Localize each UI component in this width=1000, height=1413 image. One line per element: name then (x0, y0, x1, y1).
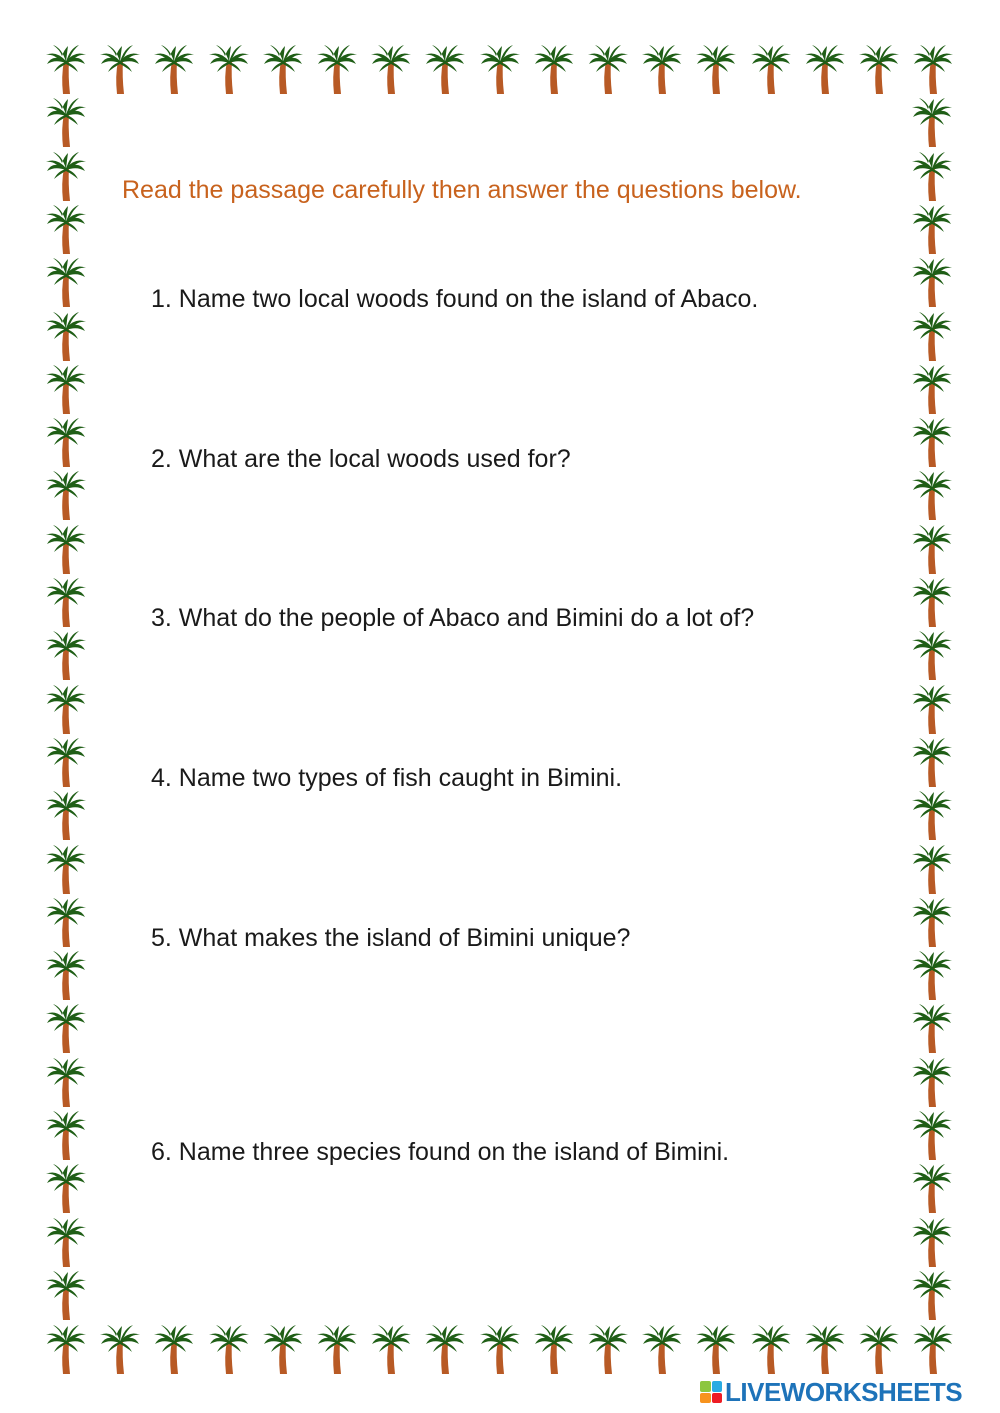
palm-tree-icon (910, 149, 954, 203)
palm-tree-icon (694, 1322, 738, 1376)
palm-tree-icon (44, 95, 88, 149)
palm-tree-icon (803, 1322, 847, 1376)
palm-tree-icon (910, 1055, 954, 1109)
palm-tree-icon (44, 415, 88, 469)
palm-tree-icon (369, 1322, 413, 1376)
palm-tree-icon (44, 682, 88, 736)
question-6: 6. Name three species found on the island of Bimini. (151, 1138, 730, 1166)
palm-tree-icon (803, 42, 847, 96)
palm-tree-icon (910, 948, 954, 1002)
palm-tree-icon (586, 42, 630, 96)
palm-tree-icon (857, 42, 901, 96)
palm-tree-icon (910, 255, 954, 309)
palm-tree-icon (152, 42, 196, 96)
palm-tree-icon (423, 42, 467, 96)
palm-tree-icon (910, 522, 954, 576)
palm-tree-icon (98, 1322, 142, 1376)
palm-tree-icon (911, 42, 955, 96)
liveworksheets-logo (700, 1376, 962, 1408)
palm-tree-icon (857, 1322, 901, 1376)
palm-tree-icon (152, 1322, 196, 1376)
question-1: 1. Name two local woods found on the island of Abaco. (151, 285, 759, 313)
palm-tree-icon (910, 1161, 954, 1215)
palm-tree-icon (478, 42, 522, 96)
palm-tree-icon (586, 1322, 630, 1376)
badge-square (712, 1393, 723, 1404)
badge-square (700, 1381, 711, 1392)
palm-tree-icon (44, 948, 88, 1002)
palm-tree-icon (261, 1322, 305, 1376)
palm-tree-icon (44, 522, 88, 576)
palm-tree-icon (44, 1268, 88, 1322)
palm-tree-icon (44, 468, 88, 522)
palm-tree-icon (910, 95, 954, 149)
palm-tree-icon (910, 202, 954, 256)
palm-tree-icon (44, 575, 88, 629)
palm-tree-icon (910, 1215, 954, 1269)
palm-tree-icon (44, 362, 88, 416)
palm-tree-icon (315, 1322, 359, 1376)
palm-tree-icon (910, 682, 954, 736)
palm-tree-icon (911, 1322, 955, 1376)
palm-tree-icon (478, 1322, 522, 1376)
palm-tree-icon (207, 1322, 251, 1376)
palm-tree-icon (44, 895, 88, 949)
palm-tree-icon (44, 255, 88, 309)
palm-tree-icon (910, 1001, 954, 1055)
palm-tree-icon (44, 309, 88, 363)
badge-square (700, 1393, 711, 1404)
palm-tree-icon (44, 149, 88, 203)
palm-tree-icon (910, 415, 954, 469)
palm-tree-icon (423, 1322, 467, 1376)
palm-tree-icon (44, 1322, 88, 1376)
badge-square (712, 1381, 723, 1392)
palm-tree-icon (44, 1055, 88, 1109)
logo-badge-icon (700, 1381, 722, 1403)
palm-tree-icon (44, 1215, 88, 1269)
palm-tree-icon (749, 42, 793, 96)
palm-tree-icon (910, 788, 954, 842)
palm-tree-icon (532, 1322, 576, 1376)
logo-text: LIVEWORKSHEETS (725, 1376, 963, 1407)
palm-tree-icon (44, 788, 88, 842)
palm-tree-icon (315, 42, 359, 96)
palm-tree-icon (910, 1268, 954, 1322)
palm-tree-icon (640, 1322, 684, 1376)
palm-tree-icon (369, 42, 413, 96)
palm-tree-icon (640, 42, 684, 96)
palm-tree-icon (44, 42, 88, 96)
palm-tree-icon (694, 42, 738, 96)
palm-tree-icon (44, 735, 88, 789)
palm-tree-icon (910, 895, 954, 949)
palm-tree-icon (44, 1001, 88, 1055)
question-5: 5. What makes the island of Bimini unique? (151, 924, 631, 952)
palm-tree-icon (910, 842, 954, 896)
palm-tree-icon (44, 1108, 88, 1162)
question-4: 4. Name two types of fish caught in Bimini. (151, 764, 623, 792)
palm-tree-icon (532, 42, 576, 96)
palm-tree-icon (98, 42, 142, 96)
palm-tree-icon (910, 309, 954, 363)
question-2: 2. What are the local woods used for? (151, 445, 571, 473)
question-3: 3. What do the people of Abaco and Bimini do a lot of? (151, 604, 755, 632)
palm-tree-icon (44, 202, 88, 256)
palm-tree-icon (749, 1322, 793, 1376)
palm-tree-icon (910, 575, 954, 629)
palm-tree-icon (910, 362, 954, 416)
palm-tree-icon (44, 1161, 88, 1215)
palm-tree-icon (910, 735, 954, 789)
palm-tree-icon (910, 628, 954, 682)
palm-tree-icon (910, 1108, 954, 1162)
palm-tree-icon (207, 42, 251, 96)
palm-tree-icon (44, 842, 88, 896)
palm-tree-icon (261, 42, 305, 96)
palm-tree-icon (44, 628, 88, 682)
palm-tree-icon (910, 468, 954, 522)
instruction-text: Read the passage carefully then answer the questions below. (122, 176, 802, 204)
